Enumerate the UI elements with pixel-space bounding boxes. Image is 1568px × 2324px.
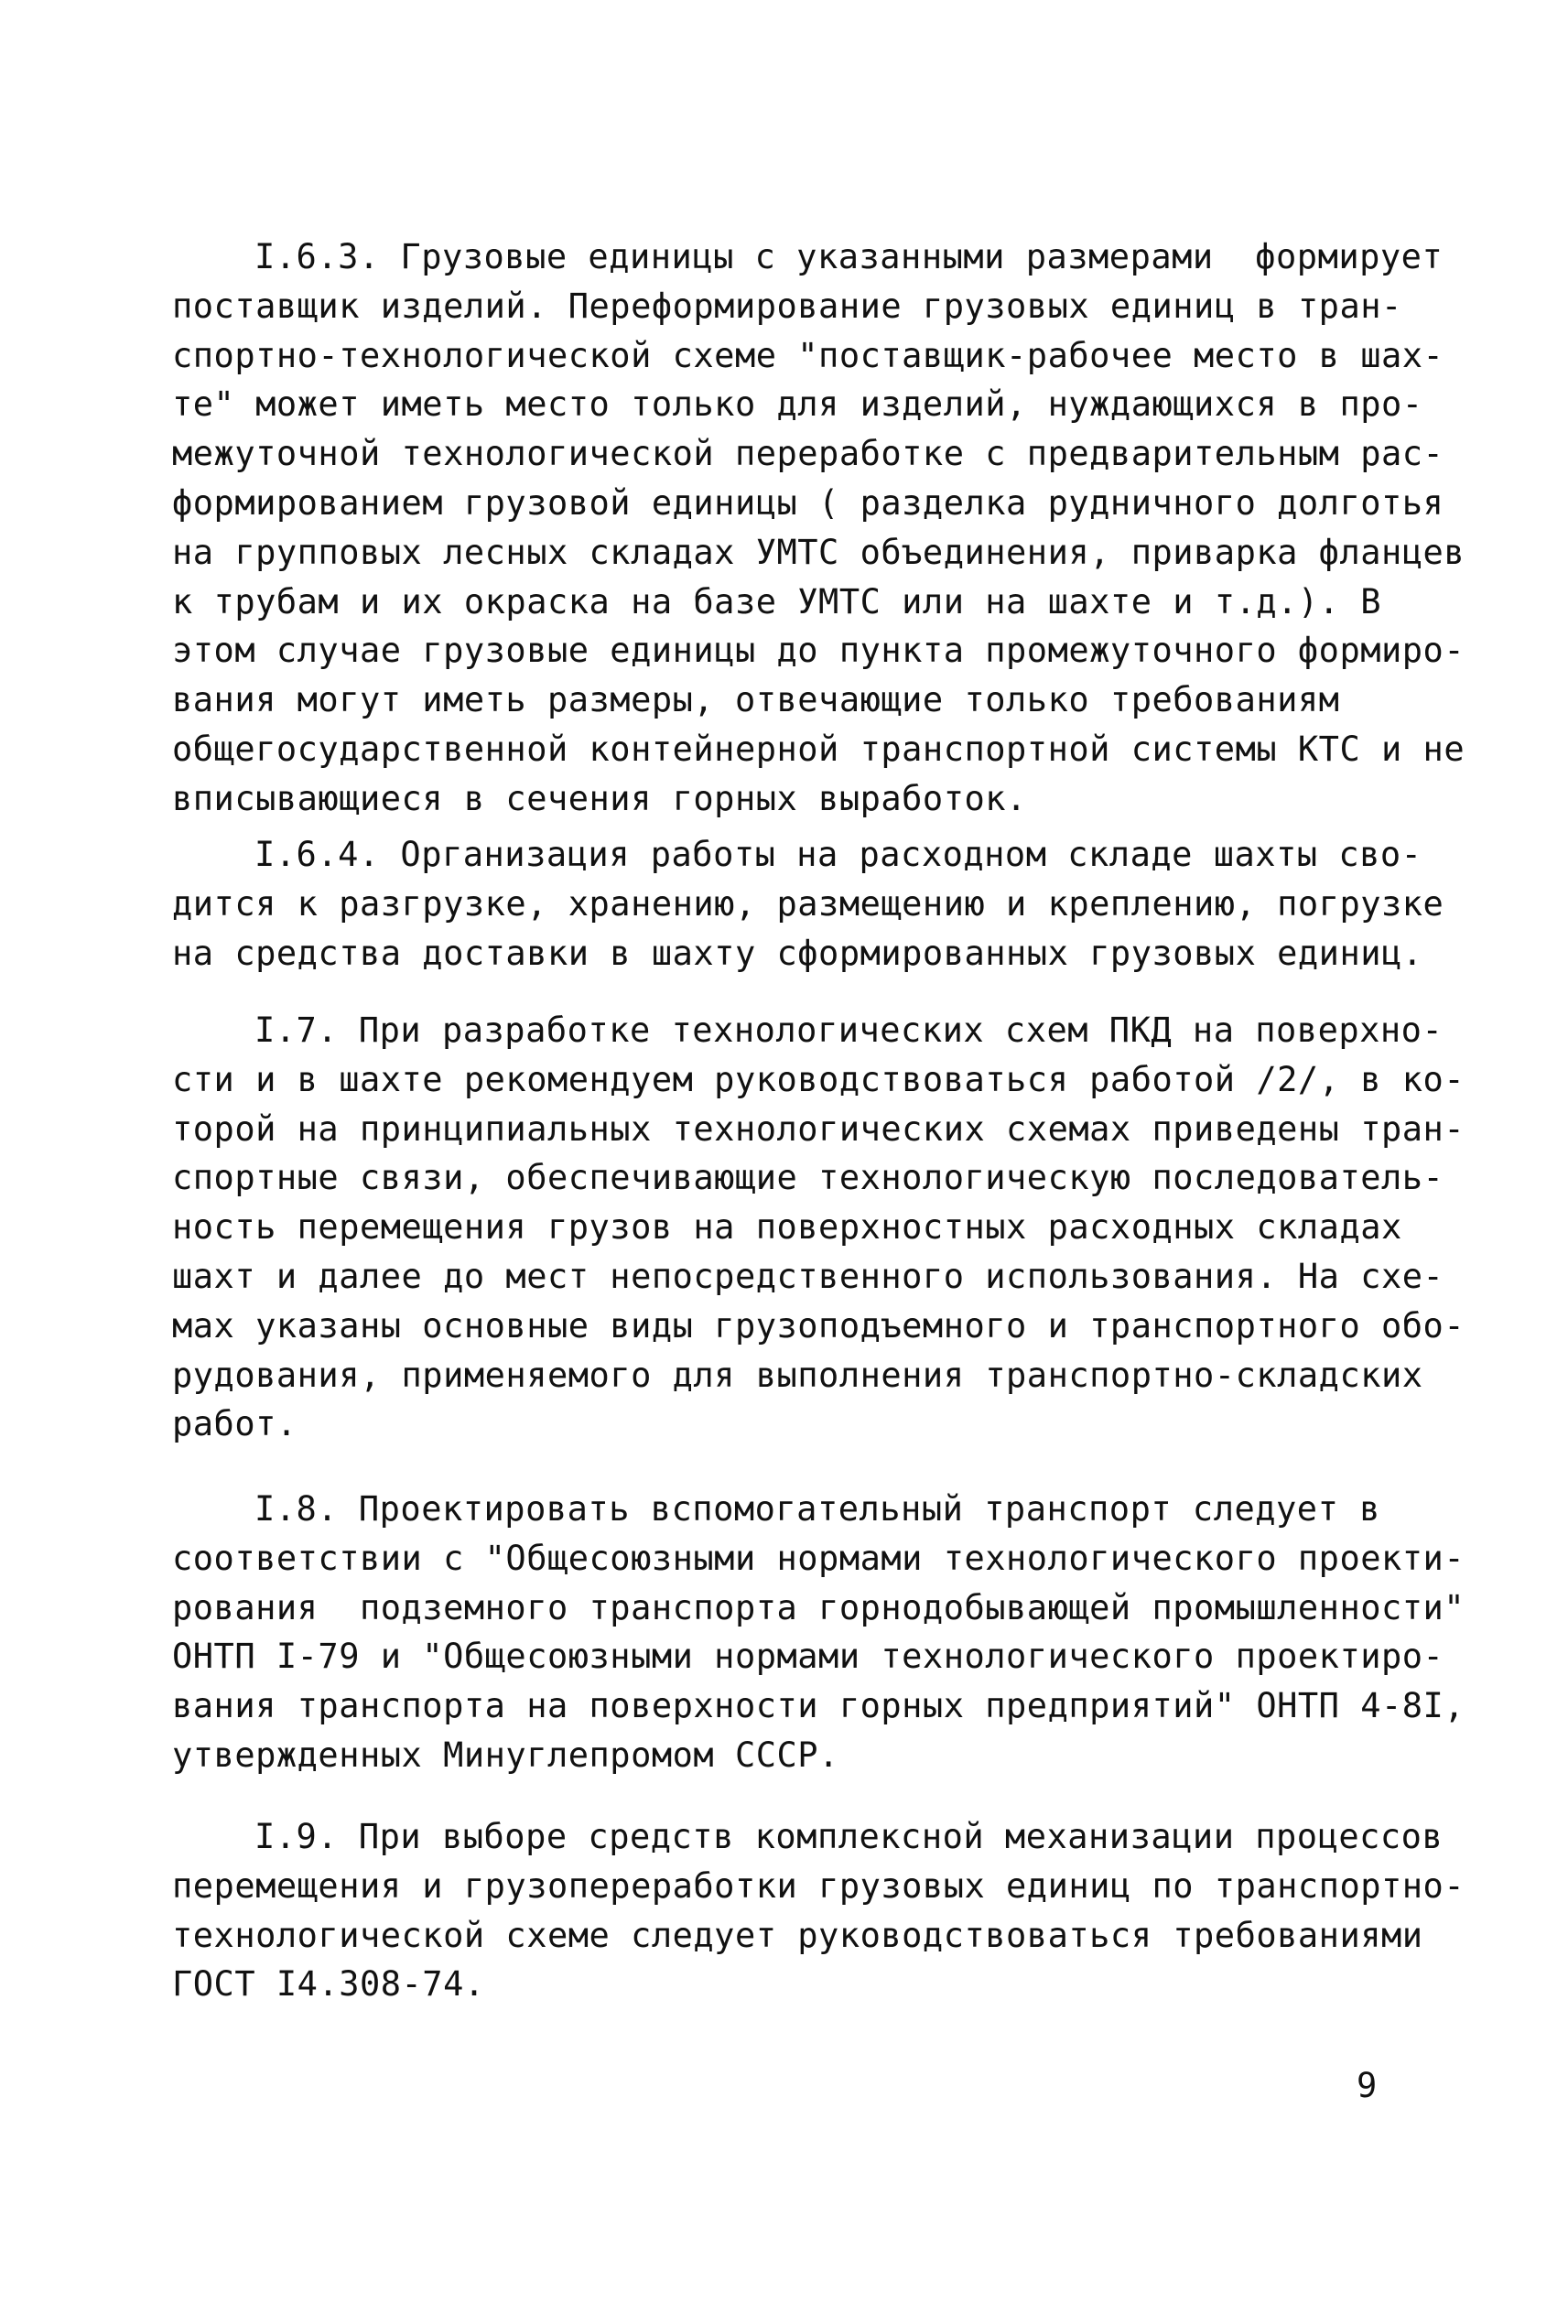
text-line: спортные связи, обеспечивающие технологическую последователь- <box>172 1158 1444 1198</box>
text-line: I.6.4. Организация работы на расходном складе шахты сво- <box>254 835 1422 874</box>
text-line: вания транспорта на поверхности горных предприятий" ОНТП 4-8I, <box>172 1686 1465 1726</box>
text-line: I.9. При выборе средств комплексной механизации процессов <box>254 1817 1444 1856</box>
text-line: рования подземного транспорта горнодобывающей промышленности" <box>172 1587 1465 1627</box>
text-line: спортно-технологической схеме "поставщик-рабочее место в шах- <box>172 335 1444 375</box>
text-line: ность перемещения грузов на поверхностных расходных складах <box>172 1207 1402 1248</box>
paragraph-1-8 <box>172 1485 1465 1780</box>
text-line: те" может иметь место только для изделий, нуждающихся в про- <box>172 384 1423 425</box>
text-line: дится к разгрузке, хранению, размещению и креплению, погрузке <box>172 883 1444 924</box>
text-line: технологической схеме следует руководствоваться требованиями <box>172 1915 1423 1955</box>
paragraph-1-7 <box>172 1006 1465 1449</box>
text-line: работ. <box>172 1404 297 1444</box>
text-line: вания могут иметь размеры, отвечающие только требованиям <box>172 680 1340 720</box>
text-line: шахт и далее до мест непосредственного использования. На схе- <box>172 1256 1444 1296</box>
paragraph-1-6-4 <box>172 830 1444 978</box>
text-line: межуточной технологической переработке с предварительным рас- <box>172 434 1444 474</box>
text-line: соответствии с "Общесоюзными нормами технологического проекти- <box>172 1538 1465 1578</box>
text-line: утвержденных Минуглепромом СССР. <box>172 1735 839 1775</box>
text-line: сти и в шахте рекомендуем руководствоваться работой /2/, в ко- <box>172 1059 1465 1099</box>
text-line: на средства доставки в шахту сформированных грузовых единиц. <box>172 933 1423 973</box>
text-line: этом случае грузовые единицы до пункта промежуточного формиро- <box>172 631 1465 671</box>
text-line: I.8. Проектировать вспомогательный транспорт следует в <box>254 1489 1380 1529</box>
text-line: ОНТП I-79 и "Общесоюзными нормами технологического проектиро- <box>172 1637 1444 1677</box>
text-line: к трубам и их окраска на базе УМТС или на шахте и т.д.). В <box>172 581 1382 622</box>
text-line: на групповых лесных складах УМТС объединения, приварка фланцев <box>172 532 1465 572</box>
paragraph-1-9 <box>172 1812 1465 2009</box>
text-line: ГОСТ I4.308-74. <box>172 1964 485 2005</box>
text-line: вписывающиеся в сечения горных выработок. <box>172 778 1027 818</box>
text-line: формированием грузовой единицы ( разделка рудничного долготья <box>172 482 1444 523</box>
page-number: 9 <box>1357 2066 1378 2105</box>
paragraph-1-6-3 <box>172 232 1465 824</box>
text-line: I.6.3. Грузовые единицы с указанными размерами формирует <box>254 237 1444 276</box>
text-line: поставщик изделий. Переформирование грузовых единиц в тран- <box>172 286 1402 326</box>
text-line: общегосударственной контейнерной транспортной системы КТС и не <box>172 729 1465 769</box>
text-line: перемещения и грузопереработки грузовых единиц по транспортно- <box>172 1865 1465 1906</box>
text-line: рудования, применяемого для выполнения транспортно-складских <box>172 1355 1423 1395</box>
text-line: мах указаны основные виды грузоподъемного и транспортного обо- <box>172 1305 1465 1346</box>
text-line: I.7. При разработке технологических схем ПКД на поверхно- <box>254 1011 1444 1050</box>
text-line: торой на принципиальных технологических схемах приведены тран- <box>172 1108 1465 1149</box>
